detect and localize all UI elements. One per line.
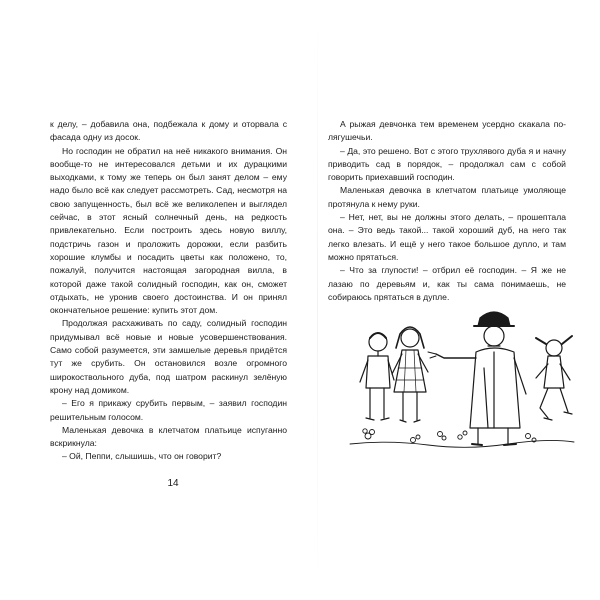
paragraph: к делу, – добавила она, подбежала к дому и оторвала с фасада одну из досок. bbox=[50, 119, 287, 143]
paragraph: Продолжая расхаживать по саду, солидный господин придумывал всё новые и новые усовершенствования. Само собой разумеется, эти замшелые деревья придётся тут же срубить. Он остановился возле огромного широкоствольного дуба, под шатром раскинул зелёную крону над домиком. bbox=[50, 318, 287, 395]
book-spread bbox=[18, 14, 582, 586]
paragraph: Маленькая девочка в клетчатом платьице испуганно вскрикнула: bbox=[50, 424, 287, 449]
gentleman-figure-icon bbox=[428, 312, 526, 445]
boy-figure-icon bbox=[360, 333, 394, 420]
girl-checkered-dress-icon bbox=[392, 327, 428, 422]
paragraph: А рыжая девчонка тем временем усердно скакала по-лягушечьи. bbox=[328, 119, 566, 143]
right-page-text bbox=[328, 118, 566, 304]
page-number: 14 bbox=[167, 478, 179, 489]
left-page-text bbox=[50, 118, 287, 464]
paragraph: Маленькая девочка в клетчатом платьице умоляюще протянула к нему руки. bbox=[328, 185, 566, 209]
paragraph: – Его я прикажу срубить первым, – заявил господин решительным голосом. bbox=[50, 398, 287, 422]
paragraph: Но господин не обратил на неё никакого внимания. Он вообще-то не интересовался детьми и их дурацкими выходками, к тому же теперь он был занят делом – ему надо было всё как следует рассмотреть. Сад, несмотря на свою запущенность, был всё же великолепен и выглядел сейчас, в этот ясный солнечный день, на редкость привлекательно. Если построить здесь новую виллу, подстричь газон и проложить дорожки, если разбить хорошие клумбы и посадить цветы как положено, то, пожалуй, получится настоящая загородная вилла, в которой даже такой солидный господин, как он, сможет отдыхать, не уронив своего достоинства. И он принял окончательное решение: купить этот дом. bbox=[50, 145, 287, 316]
page-gutter bbox=[317, 14, 318, 586]
paragraph: – Что за глупости! – отбрил её господин. – Я же не лазаю по деревьям и, как ты сама понимаешь, не собираюсь прятаться в дупле. bbox=[328, 265, 566, 302]
paragraph: – Ой, Пеппи, слышишь, что он говорит? bbox=[62, 451, 222, 462]
paragraph: – Нет, нет, вы не должны этого делать, – прошептала она. – Это ведь такой... такой хороший дуб, на него так легко влезать. И ещё у него такое большое дупло, и там можно прятаться. bbox=[328, 212, 566, 262]
flowers-icon bbox=[350, 429, 574, 447]
pippi-figure-icon bbox=[536, 336, 572, 420]
children-and-gentleman-illustration bbox=[348, 308, 576, 450]
paragraph: – Да, это решено. Вот с этого трухлявого дуба я и начну приводить сад в порядок, – продолжал сам с собой говорить приехавший господин. bbox=[328, 145, 566, 183]
